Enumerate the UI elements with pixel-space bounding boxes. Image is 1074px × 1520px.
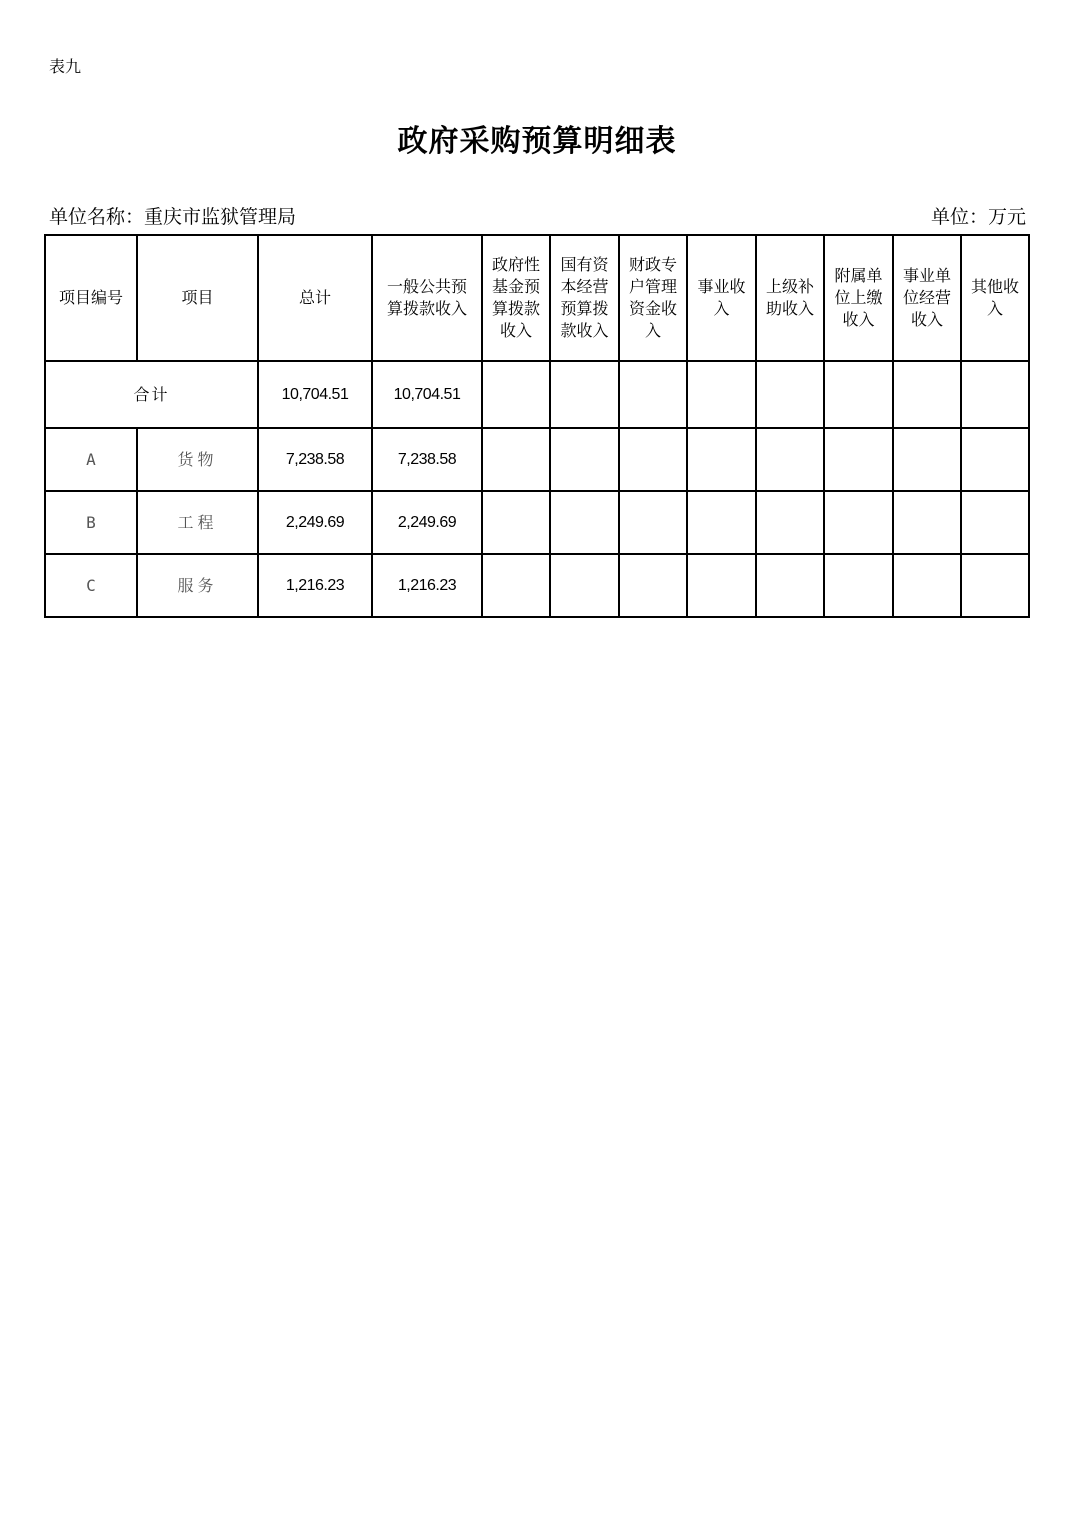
table-total-row	[45, 361, 1029, 428]
column-header-item: 项目	[137, 235, 258, 361]
procurement-budget-table	[44, 234, 1030, 618]
column-header-general-budget: 一般公共预算拨款收入	[372, 235, 482, 361]
column-header-affiliated-unit: 附属单位上缴收入	[824, 235, 893, 361]
row-total: 7,238.58	[258, 428, 372, 491]
empty-cell	[893, 428, 961, 491]
empty-cell	[619, 428, 687, 491]
empty-cell	[550, 361, 619, 428]
empty-cell	[961, 428, 1029, 491]
empty-cell	[619, 491, 687, 554]
row-total: 1,216.23	[258, 554, 372, 617]
empty-cell	[482, 428, 550, 491]
empty-cell	[756, 491, 824, 554]
total-label: 合计	[45, 361, 258, 428]
row-general-budget: 7,238.58	[372, 428, 482, 491]
empty-cell	[961, 554, 1029, 617]
row-item: 货物	[137, 428, 258, 491]
empty-cell	[687, 428, 756, 491]
column-header-other-income: 其他收入	[961, 235, 1029, 361]
total-cell-total: 10,704.51	[258, 361, 372, 428]
empty-cell	[824, 361, 893, 428]
empty-cell	[961, 491, 1029, 554]
row-item: 服务	[137, 554, 258, 617]
empty-cell	[550, 428, 619, 491]
empty-cell	[756, 361, 824, 428]
unit-name-label: 单位名称：重庆市监狱管理局	[49, 206, 297, 228]
currency-unit-label: 单位：万元	[930, 206, 1026, 228]
empty-cell	[824, 428, 893, 491]
column-header-state-capital: 国有资本经营预算拨款收入	[550, 235, 619, 361]
row-code: C	[45, 554, 137, 617]
empty-cell	[550, 491, 619, 554]
empty-cell	[961, 361, 1029, 428]
empty-cell	[687, 361, 756, 428]
column-header-superior-subsidy: 上级补助收入	[756, 235, 824, 361]
empty-cell	[687, 491, 756, 554]
empty-cell	[619, 554, 687, 617]
row-item: 工程	[137, 491, 258, 554]
column-header-total: 总计	[258, 235, 372, 361]
row-general-budget: 1,216.23	[372, 554, 482, 617]
empty-cell	[619, 361, 687, 428]
total-cell-general-budget: 10,704.51	[372, 361, 482, 428]
empty-cell	[824, 554, 893, 617]
page-title: 政府采购预算明细表	[397, 124, 677, 159]
empty-cell	[482, 554, 550, 617]
table-number-label: 表九	[49, 57, 82, 76]
empty-cell	[893, 361, 961, 428]
empty-cell	[893, 491, 961, 554]
table-row	[45, 554, 1029, 617]
empty-cell	[687, 554, 756, 617]
empty-cell	[824, 491, 893, 554]
column-header-gov-fund: 政府性基金预算拨款收入	[482, 235, 550, 361]
column-header-business-operation: 事业单位经营收入	[893, 235, 961, 361]
empty-cell	[550, 554, 619, 617]
column-header-special-account: 财政专户管理资金收入	[619, 235, 687, 361]
row-general-budget: 2,249.69	[372, 491, 482, 554]
table-header-row	[45, 235, 1029, 361]
row-code: A	[45, 428, 137, 491]
row-code: B	[45, 491, 137, 554]
empty-cell	[893, 554, 961, 617]
empty-cell	[756, 428, 824, 491]
column-header-business-income: 事业收入	[687, 235, 756, 361]
empty-cell	[756, 554, 824, 617]
row-total: 2,249.69	[258, 491, 372, 554]
empty-cell	[482, 361, 550, 428]
table-row	[45, 428, 1029, 491]
table-row	[45, 491, 1029, 554]
empty-cell	[482, 491, 550, 554]
column-header-code: 项目编号	[45, 235, 137, 361]
